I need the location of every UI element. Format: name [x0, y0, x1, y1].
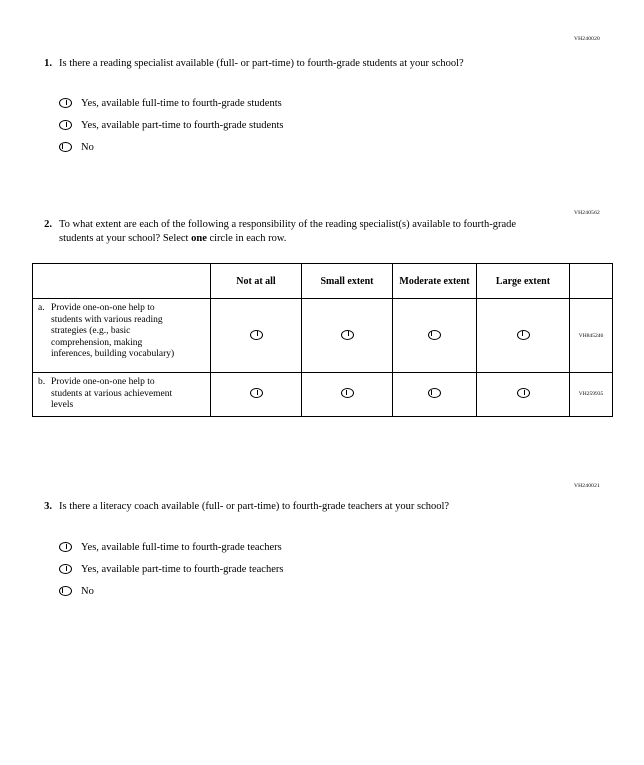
radio-bubble-icon[interactable] — [428, 388, 441, 398]
question-2-number: 2. — [44, 219, 52, 230]
matrix-row-b-label — [33, 373, 211, 417]
matrix-col-moderate-extent: Moderate extent — [393, 264, 477, 299]
option-label: Yes, available full-time to fourth-grade students — [81, 97, 282, 109]
question-1-text: Is there a reading specialist available (full- or part-time) to fourth-grade students at your school? — [59, 58, 464, 69]
matrix-col-code — [570, 264, 613, 299]
option-q3-full-time[interactable] — [59, 536, 283, 558]
item-id-q1: VH240020 — [573, 36, 600, 42]
question-3-options — [59, 536, 283, 602]
question-2 — [32, 218, 562, 246]
matrix-header-row — [33, 264, 613, 299]
question-1 — [32, 57, 552, 71]
radio-bubble-icon[interactable] — [59, 564, 72, 574]
matrix-cell-b-large-extent[interactable] — [477, 373, 570, 417]
matrix-col-large-extent: Large extent — [477, 264, 570, 299]
matrix-row-b-text: Provide one-on-one help to students at various achievement levels — [51, 377, 173, 410]
radio-bubble-icon[interactable] — [250, 388, 263, 398]
matrix-row-a-code: VH845246 — [570, 299, 613, 373]
item-id-q2: VH240562 — [573, 210, 600, 216]
item-id-q3: VH240021 — [573, 483, 600, 489]
matrix-col-not-at-all: Not at all — [211, 264, 302, 299]
question-1-number: 1. — [44, 58, 52, 69]
radio-bubble-icon[interactable] — [59, 98, 72, 108]
matrix-row-b-code: VH259935 — [570, 373, 613, 417]
radio-bubble-icon[interactable] — [59, 542, 72, 552]
table-row — [33, 373, 613, 417]
option-label: No — [81, 585, 94, 597]
radio-bubble-icon[interactable] — [59, 142, 72, 152]
option-label: Yes, available full-time to fourth-grade teachers — [81, 541, 282, 553]
question-3-number: 3. — [44, 501, 52, 512]
matrix-cell-b-not-at-all[interactable] — [211, 373, 302, 417]
option-q3-no[interactable] — [59, 580, 283, 602]
question-1-options — [59, 92, 283, 158]
matrix-col-small-extent: Small extent — [302, 264, 393, 299]
question-2-text-part2: circle in each row. — [206, 233, 287, 244]
matrix-corner-cell — [33, 264, 211, 299]
matrix-cell-b-moderate-extent[interactable] — [393, 373, 477, 417]
table-row — [33, 299, 613, 373]
question-3-text: Is there a literacy coach available (full- or part-time) to fourth-grade teachers at your school? — [59, 501, 450, 512]
option-label: No — [81, 141, 94, 153]
matrix-row-a-text: Provide one-on-one help to students with various reading strategies (e.g., basic comprehension, making inferences, building vocabulary) — [51, 303, 175, 359]
matrix-row-a-label — [33, 299, 211, 373]
question-2-text-emphasis: one — [191, 233, 207, 244]
matrix-row-b-letter: b. — [38, 377, 46, 387]
option-q1-part-time[interactable] — [59, 114, 283, 136]
matrix-cell-a-not-at-all[interactable] — [211, 299, 302, 373]
radio-bubble-icon[interactable] — [517, 330, 530, 340]
matrix-row-a-letter: a. — [38, 303, 45, 313]
radio-bubble-icon[interactable] — [59, 120, 72, 130]
option-label: Yes, available part-time to fourth-grade students — [81, 119, 284, 131]
matrix-cell-b-small-extent[interactable] — [302, 373, 393, 417]
option-label: Yes, available part-time to fourth-grade teachers — [81, 563, 284, 575]
radio-bubble-icon[interactable] — [428, 330, 441, 340]
matrix-cell-a-large-extent[interactable] — [477, 299, 570, 373]
radio-bubble-icon[interactable] — [341, 388, 354, 398]
responsibility-matrix — [32, 263, 613, 417]
radio-bubble-icon[interactable] — [341, 330, 354, 340]
question-2-text-part1: To what extent are each of the following a responsibility of the reading specialist(s) available to fourth-grade students at your school? Select — [59, 219, 517, 244]
radio-bubble-icon[interactable] — [250, 330, 263, 340]
question-2-text — [59, 218, 529, 246]
matrix-cell-a-small-extent[interactable] — [302, 299, 393, 373]
matrix-cell-a-moderate-extent[interactable] — [393, 299, 477, 373]
option-q1-full-time[interactable] — [59, 92, 283, 114]
radio-bubble-icon[interactable] — [59, 586, 72, 596]
question-3 — [32, 500, 552, 514]
option-q3-part-time[interactable] — [59, 558, 283, 580]
option-q1-no[interactable] — [59, 136, 283, 158]
radio-bubble-icon[interactable] — [517, 388, 530, 398]
